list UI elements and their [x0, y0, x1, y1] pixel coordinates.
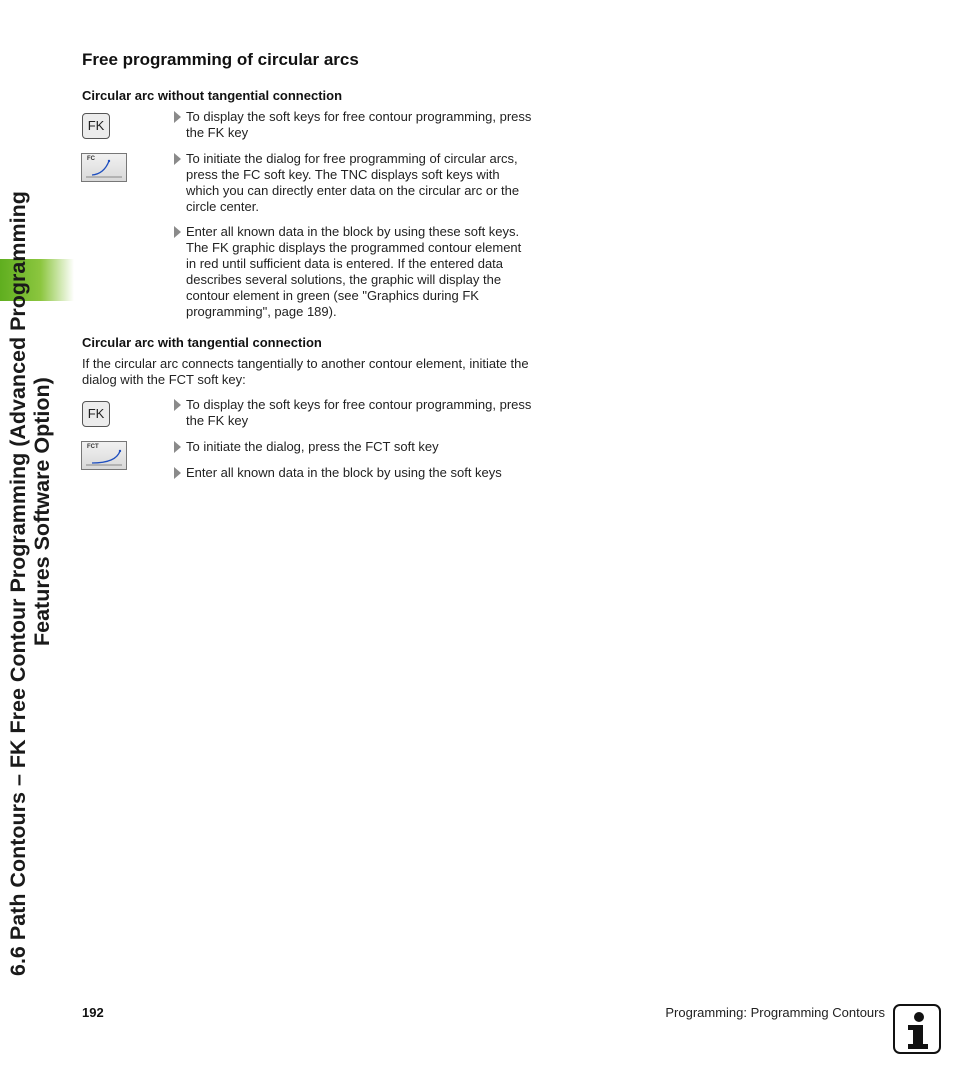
triangle-right-icon [174, 441, 181, 453]
step-item: To initiate the dialog, press the FCT soft key [174, 439, 534, 455]
triangle-right-icon [174, 226, 181, 238]
triangle-right-icon [174, 399, 181, 411]
step-item: Enter all known data in the block by using these soft keys. The FK graphic displays the programmed contour element in red until sufficient data is entered. If the entered data describes several solutions, the graphic will display the contour element in green (see "Graphics during FK programming", page 189). [174, 224, 534, 320]
triangle-right-icon [174, 467, 181, 479]
fc-soft-key[interactable] [81, 153, 127, 182]
soft-key-label: FC [87, 156, 95, 162]
step-item: To display the soft keys for free contour programming, press the FK key [174, 109, 534, 141]
chapter-title-line2: Features Software Option) [30, 377, 54, 646]
tangent-arc-curve-icon [82, 442, 126, 469]
info-icon [893, 1004, 941, 1054]
section-title: Free programming of circular arcs [82, 50, 359, 69]
subsection-title-no-tangent: Circular arc without tangential connection [82, 88, 343, 103]
step-item: To initiate the dialog for free programming of circular arcs, press the FC soft key. The TNC displays soft keys with which you can directly enter data on the circular arc or the circle center. [174, 151, 534, 215]
subsection-title-tangent: Circular arc with tangential connection [82, 335, 322, 350]
fk-key[interactable]: FK [82, 113, 110, 139]
fct-soft-key[interactable] [81, 441, 127, 470]
triangle-right-icon [174, 111, 181, 123]
chapter-side-title [6, 36, 54, 976]
step-item: To display the soft keys for free contour programming, press the FK key [174, 397, 534, 429]
chapter-title-line1: 6.6 Path Contours – FK Free Contour Programming (Advanced Programming [6, 191, 30, 976]
fk-key[interactable]: FK [82, 401, 110, 427]
page-number: 192 [82, 1005, 104, 1020]
triangle-right-icon [174, 153, 181, 165]
arc-curve-icon [82, 154, 126, 181]
soft-key-label: FCT [87, 444, 99, 450]
chapter-footer: Programming: Programming Contours [665, 1005, 885, 1020]
step-item: Enter all known data in the block by using the soft keys [174, 465, 534, 481]
intro-paragraph: If the circular arc connects tangentially to another contour element, initiate the dialog with the FCT soft key: [82, 356, 529, 387]
